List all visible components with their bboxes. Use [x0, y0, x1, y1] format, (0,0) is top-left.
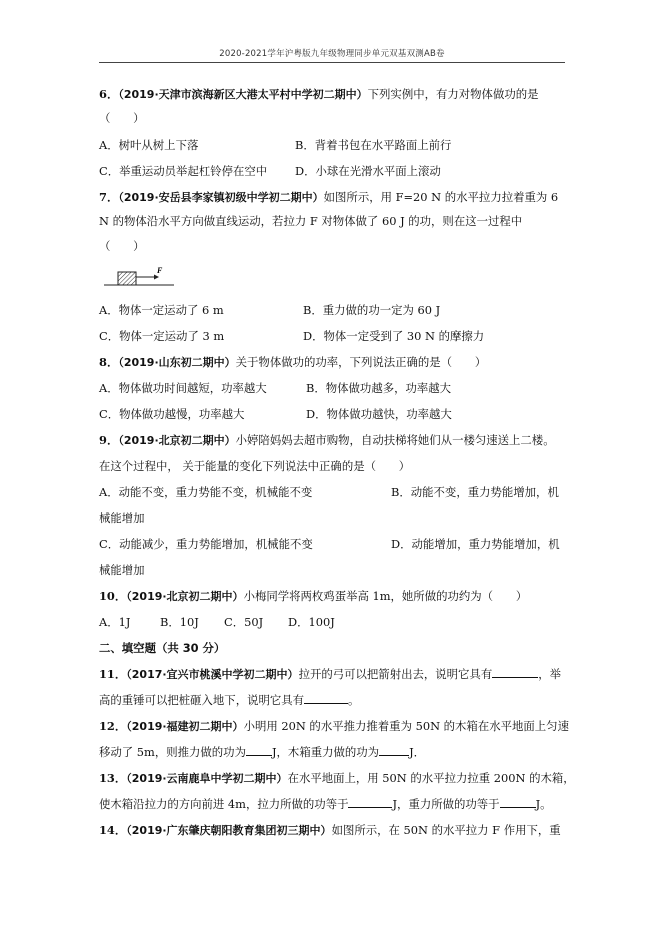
q9-option-b: B．动能不变，重力势能增加，机: [391, 485, 559, 499]
q8-option-c: C．物体做功越慢，功率越大: [99, 407, 245, 421]
answer-blank[interactable]: [500, 796, 536, 808]
q8-option-b: B．物体做功越多，功率越大: [306, 381, 452, 395]
question-11-stem-2: 高的重锤可以把桩砸入地下，说明它具有 。: [99, 693, 360, 707]
q9-option-b-cont: 械能增加: [99, 511, 145, 525]
question-6-stem: 6．（2019·天津市滨海新区大港太平村中学初二期中）下列实例中，有力对物体做功的是: [99, 87, 539, 101]
question-11-stem: 11．（2017·宜兴市桃溪中学初二期中）拉开的弓可以把箭射出去，说明它具有 ，举: [99, 667, 562, 681]
question-14-stem: 14．（2019·广东肇庆朝阳教育集团初三期中）如图所示，在 50N 的水平拉力 F 作用下，重: [99, 823, 561, 837]
answer-blank[interactable]: [348, 796, 392, 808]
question-7-paren: （ ）: [99, 239, 145, 253]
question-9-stem: 9．（2019·北京初二期中）小婷陪妈妈去超市购物，自动扶梯将她们从一楼匀速送上二楼。: [99, 433, 555, 447]
arrow-head: [154, 275, 159, 280]
q10-option-d: D．100J: [288, 615, 335, 629]
page-header: 2020-2021学年沪粤版九年级物理同步单元双基双测AB卷: [219, 49, 445, 59]
question-8-stem: 8．（2019·山东初二期中）关于物体做功的功率，下列说法正确的是（ ）: [99, 355, 487, 369]
section-heading: 二、填空题（共 30 分）: [99, 641, 226, 655]
answer-blank[interactable]: [379, 744, 409, 756]
answer-blank[interactable]: [246, 744, 272, 756]
q6-option-d: D．小球在光滑水平面上滚动: [295, 164, 441, 178]
question-7-stem-2: N 的物体沿水平方向做直线运动，若拉力 F 对物体做了 60 J 的功，则在这一过程中: [99, 214, 523, 228]
q7-option-c: C．物体一定运动了 3 m: [99, 329, 225, 343]
question-13-stem: 13．（2019·云南鹿阜中学初二期中）在水平地面上，用 50N 的水平拉力拉重 200N 的木箱，: [99, 771, 575, 785]
q10-option-b: B．10J: [160, 615, 199, 629]
question-12-stem-2: 移动了 5m，则推力做的功为 J，木箱重力做的功为 J．: [99, 745, 426, 759]
q7-option-d: D．物体一定受到了 30 N 的摩擦力: [303, 329, 485, 343]
q7-option-b: B．重力做的功一定为 60 J: [303, 303, 441, 317]
q6-option-b: B．背着书包在水平路面上前行: [295, 138, 452, 152]
question-10-stem: 10．（2019·北京初二期中）小梅同学将两枚鸡蛋举高 1m，她所做的功约为（ ）: [99, 589, 528, 603]
block-force-diagram: [104, 265, 174, 289]
q8-option-d: D．物体做功越快，功率越大: [306, 407, 452, 421]
q7-option-a: A．物体一定运动了 6 m: [99, 303, 224, 317]
q6-option-a: A．树叶从树上下落: [99, 138, 199, 152]
q6-option-c: C．举重运动员举起杠铃停在空中: [99, 164, 268, 178]
answer-blank[interactable]: [492, 666, 538, 678]
header-rule: [99, 62, 565, 63]
question-9-stem-2: 在这个过程中， 关于能量的变化下列说法中正确的是（ ）: [99, 459, 411, 473]
question-6-paren: （ ）: [99, 111, 145, 125]
answer-blank[interactable]: [304, 692, 348, 704]
question-7-stem: 7．（2019·安岳县李家镇初级中学初二期中）如图所示，用 F=20 N 的水平拉力拉着重为 6: [99, 190, 559, 204]
q10-option-c: C．50J: [224, 615, 264, 629]
q9-option-d: D．动能增加，重力势能增加，机: [391, 537, 560, 551]
question-13-stem-2: 使木箱沿拉力的方向前进 4m，拉力所做的功等于 J，重力所做的功等于 J。: [99, 797, 552, 811]
force-label: F: [157, 266, 163, 275]
question-12-stem: 12．（2019·福建初二期中）小明用 20N 的水平推力推着重为 50N 的木箱在水平地面上匀速: [99, 719, 569, 733]
q9-option-a: A．动能不变，重力势能不变，机械能不变: [99, 485, 313, 499]
q10-option-a: A．1J: [99, 615, 131, 629]
q9-option-c: C．动能减少，重力势能增加，机械能不变: [99, 537, 313, 551]
q8-option-a: A．物体做功时间越短，功率越大: [99, 381, 267, 395]
q9-option-d-cont: 械能增加: [99, 563, 145, 577]
block: [118, 272, 136, 285]
